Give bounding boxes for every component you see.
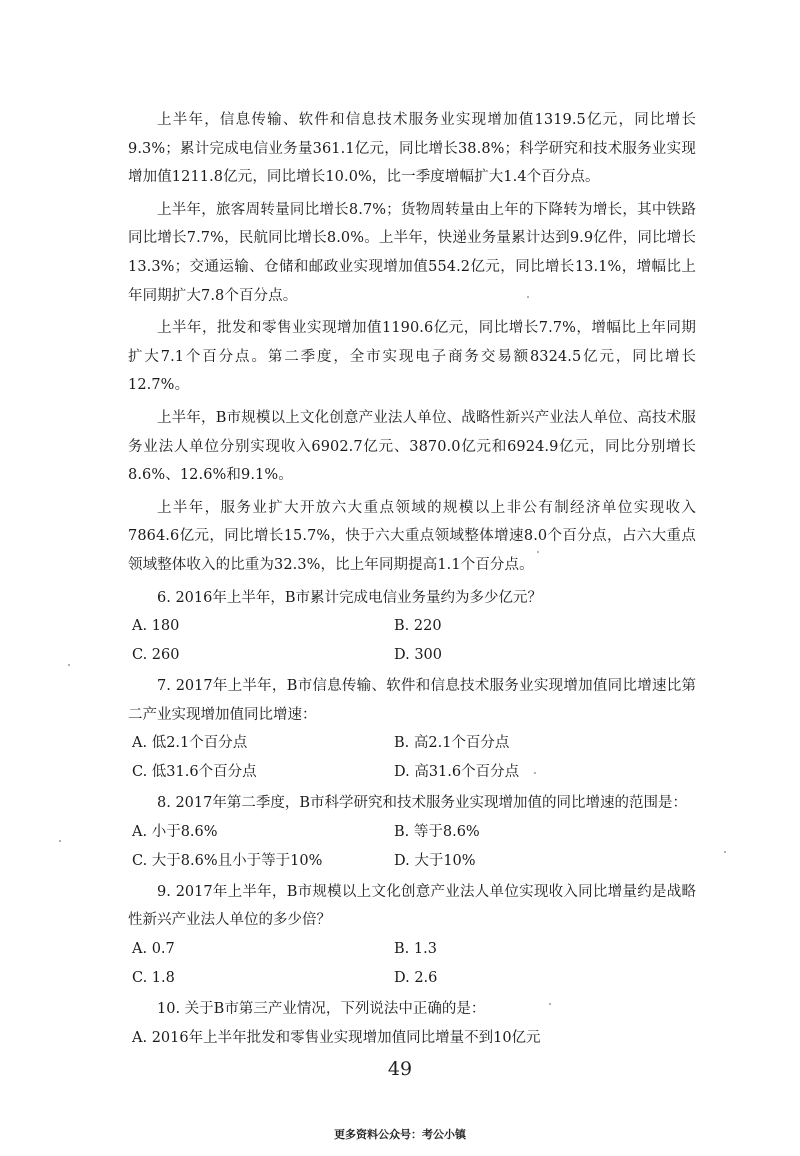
question-options: [128, 818, 696, 876]
option-a[interactable]: A. 2016年上半年批发和零售业实现增加值同比增量不到10亿元: [132, 1029, 541, 1046]
option-c[interactable]: C. 1.8: [132, 970, 175, 987]
question-options: [128, 729, 696, 787]
paragraph-transport: 上半年，旅客周转量同比增长8.7%；货物周转量由上年的下降转为增长，其中铁路同比增长7.7%，民航同比增长8.0%。上半年，快递业务量累计达到9.9亿件，同比增长13.3%；交通运输、仓储和邮政业实现增加值554.2亿元，同比增长13.1%，增幅比上年同期扩大7.8个百分点。: [128, 201, 696, 304]
question-stem: 10. 关于B市第三产业情况，下列说法中正确的是：: [157, 1001, 486, 1018]
scan-speck: [59, 840, 61, 842]
option-d[interactable]: D. 大于10%: [394, 852, 476, 869]
paragraph-cultural-industry: 上半年，B市规模以上文化创意产业法人单位、战略性新兴产业法人单位、高技术服务业法人单位分别实现收入6902.7亿元、3870.0亿元和6924.9亿元，同比分别增长8.6%、12.6%和9.1%。: [128, 409, 696, 484]
question-options: [128, 612, 696, 670]
question-9: [128, 878, 696, 993]
question-8: [128, 789, 696, 876]
question-7: [128, 672, 696, 787]
option-a[interactable]: A. 0.7: [132, 941, 175, 958]
question-6: [128, 584, 696, 671]
option-b[interactable]: B. 220: [394, 618, 442, 635]
paragraph-info-tech: 上半年，信息传输、软件和信息技术服务业实现增加值1319.5亿元，同比增长9.3%；累计完成电信业务量361.1亿元，同比增长38.8%；科学研究和技术服务业实现增加值1211.8亿元，同比增长10.0%，比一季度增幅扩大1.4个百分点。: [128, 112, 696, 186]
footer-note: 更多资料公众号：考公小镇: [334, 1128, 466, 1141]
paragraph-service-opening: 上半年，服务业扩大开放六大重点领域的规模以上非公有制经济单位实现收入7864.6亿元，同比增长15.7%，快于六大重点领域整体增速8.0个百分点，占六大重点领域整体收入的比重为32.3%，比上年同期提高1.1个百分点。: [128, 499, 696, 573]
option-b[interactable]: B. 高2.1个百分点: [394, 735, 510, 752]
scan-speck: [534, 772, 536, 774]
option-c[interactable]: C. 大于8.6%且小于等于10%: [132, 852, 323, 869]
scan-speck: [527, 296, 529, 298]
option-c[interactable]: C. 260: [132, 647, 180, 664]
page-content: [128, 106, 696, 1053]
paragraph-retail: 上半年，批发和零售业实现增加值1190.6亿元，同比增长7.7%，增幅比上年同期扩大7.1个百分点。第二季度，全市实现电子商务交易额8324.5亿元，同比增长12.7%。: [128, 320, 696, 394]
question-10: [128, 995, 696, 1053]
page-number: 49: [387, 1058, 413, 1080]
option-d[interactable]: D. 300: [394, 647, 443, 664]
option-d[interactable]: D. 高31.6个百分点: [394, 764, 520, 781]
question-stem: 6. 2016年上半年，B市累计完成电信业务量约为多少亿元？: [157, 589, 542, 606]
question-options: [128, 935, 696, 993]
scan-speck: [549, 1003, 551, 1005]
scan-speck: [68, 664, 70, 666]
option-a[interactable]: A. 小于8.6%: [132, 823, 218, 840]
option-b[interactable]: B. 1.3: [394, 941, 437, 958]
scan-speck: [724, 851, 726, 853]
scan-speck: [537, 551, 539, 553]
question-stem: 7. 2017年上半年，B市信息传输、软件和信息技术服务业实现增加值同比增速比第二产业实现增加值同比增速：: [128, 678, 696, 723]
option-a[interactable]: A. 低2.1个百分点: [132, 735, 248, 752]
option-b[interactable]: B. 等于8.6%: [394, 823, 480, 840]
option-d[interactable]: D. 2.6: [394, 970, 438, 987]
option-c[interactable]: C. 低31.6个百分点: [132, 764, 257, 781]
option-a[interactable]: A. 180: [132, 618, 180, 635]
question-stem: 9. 2017年上半年，B市规模以上文化创意产业法人单位实现收入同比增量约是战略性新兴产业法人单位的多少倍？: [128, 883, 696, 929]
question-stem: 8. 2017年第二季度，B市科学研究和技术服务业实现增加值的同比增速的范围是：: [157, 795, 687, 812]
